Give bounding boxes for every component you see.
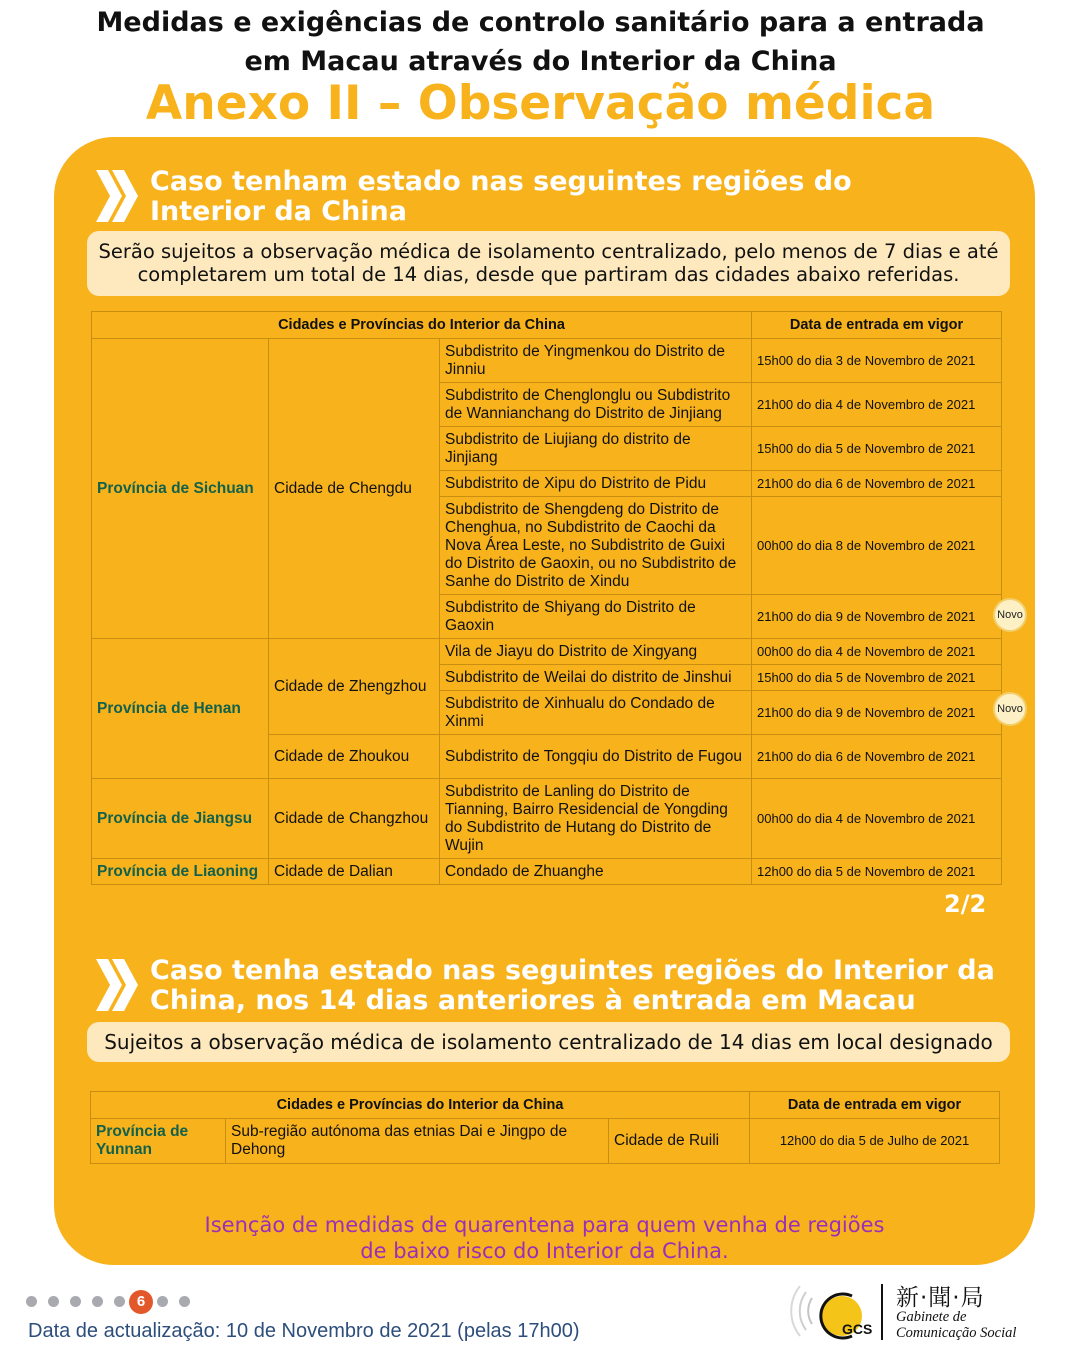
- section-1-title-line-1: Caso tenham estado nas seguintes regiões do: [150, 166, 852, 197]
- annex-title: Anexo II – Observação médica: [145, 76, 936, 131]
- area-cell: Subdistrito de Yingmenkou do Distrito de Jinniu: [440, 339, 752, 383]
- area-cell: Subdistrito de Chenglonglu ou Subdistrito de Wannianchang do Distrito de Jinjiang: [440, 383, 752, 427]
- area-cell: Subdistrito de Tongqiu do Distrito de Fugou: [440, 735, 752, 779]
- area-cell: Subdistrito de Shengdeng do Distrito de Chenghua, no Subdistrito de Caochi da Nova Área Leste, no Subdistrito de Guixi do Distrito de Gaoxin, ou no Subdistrito de Sanhe do Distrito de Xindu: [440, 497, 752, 595]
- section-1-title: [150, 167, 852, 227]
- city-cell: Cidade de Zhoukou: [269, 735, 440, 779]
- section-2-title-line-1: Caso tenha estado nas seguintes regiões do Interior da: [150, 955, 995, 986]
- section-2-table: [90, 1091, 1000, 1164]
- page-title-line-1: Medidas e exigências de controlo sanitário para a entrada: [96, 7, 985, 38]
- section-1-banner: [87, 231, 1010, 296]
- gcs-logo-mark: [790, 1276, 890, 1346]
- update-date: Data de actualização: 10 de Novembro de 2021 (pelas 17h00): [28, 1320, 580, 1342]
- area-cell: Subdistrito de Liujiang do distrito de Jinjiang: [440, 427, 752, 471]
- area-cell: Subdistrito de Xinhualu do Condado de Xinmi: [440, 691, 752, 735]
- table-row: [92, 859, 1002, 885]
- city-cell: Cidade de Dalian: [269, 859, 440, 885]
- column-header-cities: Cidades e Províncias do Interior da China: [92, 312, 752, 339]
- section-1-banner-line-1: Serão sujeitos a observação médica de isolamento centralizado, pelo menos de 7 dias e até: [98, 240, 999, 263]
- province-cell: Província de Liaoning: [92, 859, 269, 885]
- area-cell: Condado de Zhuanghe: [440, 859, 752, 885]
- section-1-banner-line-2: completarem um total de 14 dias, desde que partiram das cidades abaixo referidas.: [137, 263, 960, 286]
- exemption-note: [54, 1212, 1035, 1264]
- double-chevron-icon: [94, 957, 140, 1013]
- logo-portuguese-line-2: Comunicação Social: [896, 1325, 1017, 1341]
- carousel-dot[interactable]: [157, 1296, 168, 1307]
- section-2-title: [150, 956, 995, 1016]
- province-cell: Província de Jiangsu: [92, 779, 269, 859]
- section-2-title-line-2: China, nos 14 dias anteriores à entrada em Macau: [150, 985, 916, 1016]
- carousel-dot[interactable]: [26, 1296, 37, 1307]
- area-cell: Subdistrito de Xipu do Distrito de Pidu: [440, 471, 752, 497]
- province-cell: Província de Sichuan: [92, 339, 269, 639]
- table-row: [92, 779, 1002, 859]
- exemption-line-1: Isenção de medidas de quarentena para quem venha de regiões: [204, 1213, 885, 1237]
- area-cell: Subdistrito de Lanling do Distrito de Tianning, Bairro Residencial de Yongding do Subdistrito de Hutang do Distrito de Wujin: [440, 779, 752, 859]
- column-header-date: Data de entrada em vigor: [750, 1092, 1000, 1119]
- gcs-logo: [790, 1276, 1070, 1346]
- carousel-dot[interactable]: [48, 1296, 59, 1307]
- carousel-dot[interactable]: [179, 1296, 190, 1307]
- province-cell: Província de Yunnan: [91, 1119, 226, 1164]
- page-title-line-2: em Macau através do Interior da China: [244, 46, 837, 77]
- gcs-logo-text: GCS: [842, 1321, 873, 1337]
- province-cell: Província de Henan: [92, 639, 269, 779]
- date-cell: 21h00 do dia 9 de Novembro de 2021: [752, 691, 1002, 735]
- area-cell: Subdistrito de Shiyang do Distrito de Gaoxin: [440, 595, 752, 639]
- page-indicator: 2/2: [944, 890, 987, 918]
- date-cell: 21h00 do dia 6 de Novembro de 2021: [752, 471, 1002, 497]
- logo-portuguese-line-1: Gabinete de: [896, 1309, 967, 1325]
- date-cell: 12h00 do dia 5 de Novembro de 2021: [752, 859, 1002, 885]
- city-cell: Cidade de Changzhou: [269, 779, 440, 859]
- carousel-dot[interactable]: [70, 1296, 81, 1307]
- date-cell: 00h00 do dia 8 de Novembro de 2021: [752, 497, 1002, 595]
- date-cell: 21h00 do dia 6 de Novembro de 2021: [752, 735, 1002, 779]
- logo-chinese-name: 新·聞·局: [896, 1285, 985, 1311]
- date-cell: 21h00 do dia 9 de Novembro de 2021: [752, 595, 1002, 639]
- section-2-banner: Sujeitos a observação médica de isolamento centralizado de 14 dias em local designado: [87, 1022, 1010, 1062]
- area-cell: Subdistrito de Weilai do distrito de Jinshui: [440, 665, 752, 691]
- table-row: [92, 339, 1002, 383]
- date-cell: 12h00 do dia 5 de Julho de 2021: [750, 1119, 1000, 1164]
- city-cell: Cidade de Zhengzhou: [269, 639, 440, 735]
- double-chevron-icon: [94, 168, 140, 224]
- section-1-table: [91, 311, 1002, 885]
- carousel-dot[interactable]: [92, 1296, 103, 1307]
- area-cell: Vila de Jiayu do Distrito de Xingyang: [440, 639, 752, 665]
- column-header-date: Data de entrada em vigor: [752, 312, 1002, 339]
- region-cell: Sub-região autónoma das etnias Dai e Jingpo de Dehong: [226, 1119, 609, 1164]
- exemption-line-2: de baixo risco do Interior da China.: [360, 1239, 729, 1263]
- table-row: [92, 639, 1002, 665]
- carousel-dot-active[interactable]: 6: [129, 1290, 153, 1314]
- date-cell: 15h00 do dia 5 de Novembro de 2021: [752, 665, 1002, 691]
- section-1-title-line-2: Interior da China: [150, 196, 408, 227]
- date-cell: 15h00 do dia 3 de Novembro de 2021: [752, 339, 1002, 383]
- date-cell: 00h00 do dia 4 de Novembro de 2021: [752, 639, 1002, 665]
- new-badge: Novo: [993, 598, 1027, 632]
- new-badge: Novo: [993, 692, 1027, 726]
- date-cell: 15h00 do dia 5 de Novembro de 2021: [752, 427, 1002, 471]
- table-row: [91, 1119, 1000, 1164]
- column-header-cities: Cidades e Províncias do Interior da China: [91, 1092, 750, 1119]
- carousel-dot[interactable]: [114, 1296, 125, 1307]
- date-cell: 00h00 do dia 4 de Novembro de 2021: [752, 779, 1002, 859]
- city-cell: Cidade de Chengdu: [269, 339, 440, 639]
- date-cell: 21h00 do dia 4 de Novembro de 2021: [752, 383, 1002, 427]
- city-cell: Cidade de Ruili: [609, 1119, 750, 1164]
